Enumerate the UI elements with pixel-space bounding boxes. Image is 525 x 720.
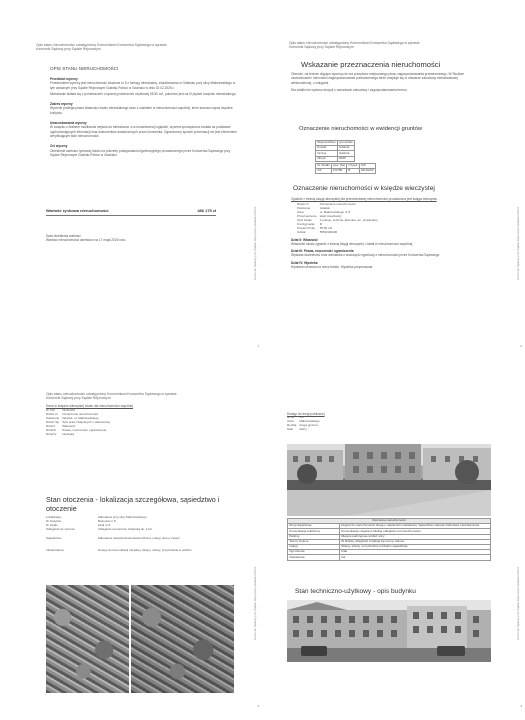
row-key: Oświetlenie xyxy=(288,555,340,560)
section-head: Zakres wyceny xyxy=(50,102,73,107)
row-key: Stan xyxy=(287,427,294,432)
cell: 3/3 xyxy=(316,169,332,174)
cell: GD1G/00 xyxy=(360,168,374,173)
kw-value: Spis praw związanych z własnością xyxy=(62,420,110,425)
cell: Województwo xyxy=(317,140,336,145)
section-text: Określenie wartości rynkowej lokalu na potrzeby postępowania egzekucyjnego prowadzonego przez Komornika Sądowego przy Sądzie Rejonowym Gdańsk-Północ w Gdańsku. xyxy=(50,148,231,157)
page-header xyxy=(46,392,177,400)
cell: pomorskie xyxy=(339,140,353,145)
page-title: Wskazanie przeznaczenia nieruchomości xyxy=(301,60,441,69)
page-1-body xyxy=(50,77,240,157)
surroundings-table xyxy=(46,516,241,552)
kw-key: Opis lokalu xyxy=(297,217,312,222)
kw-key: Przeznaczenie xyxy=(297,214,317,219)
kw-value: Oznaczenie nieruchomości xyxy=(319,202,356,207)
kw-key: Dział I-Sp xyxy=(46,420,60,425)
section-text: Hipoteka umowna na rzecz banku. Hipoteka przymusowa. xyxy=(291,265,374,270)
surroundings-title: Stan otoczenia - lokalizacja szczegółowa, sąsiedztwo i otoczenie xyxy=(46,495,220,513)
cell: Gdańsk xyxy=(337,151,354,156)
cadastre-parcel-table xyxy=(315,163,376,174)
kw-key: Dział I-O xyxy=(297,202,309,207)
row-key: Rodzaj xyxy=(287,423,297,428)
zoning-para: Dla działki nie wydano decyzji o warunkach zabudowy i zagospodarowania terenu. xyxy=(291,87,408,92)
cell: Obręb xyxy=(316,156,338,161)
kw-key: Dział II xyxy=(46,423,56,428)
kw-value: Własność xyxy=(62,423,76,428)
kw-value: Prawa, roszczenia i ograniczenia xyxy=(62,427,107,432)
kw-key: Powierzchnia xyxy=(297,225,315,230)
kw-common-table xyxy=(46,409,113,436)
page-header xyxy=(289,41,420,49)
valuation-date-head: Data określenia wartości xyxy=(46,234,81,238)
page-number: 1 xyxy=(257,344,259,348)
kw-key: Położenie xyxy=(46,416,60,421)
side-note: Komornik Sądowy przy Sądzie Rejonowym Gdańsk-Północ xyxy=(516,566,520,640)
valuation-date-text: Wartość nieruchomości określono na 17 maja 2025 roku xyxy=(46,238,126,243)
row-key: Nr dz. xyxy=(287,415,296,420)
kw-key: Dział IV xyxy=(46,431,57,436)
row-value: Odległość od centrum Gdańska ok. 4 km xyxy=(98,526,153,531)
row-key: Parking xyxy=(288,534,340,539)
kw-value: Gdańsk xyxy=(319,206,331,211)
side-note: Komornik Sądowy przy Sądzie Rejonowym Gdańsk-Północ xyxy=(516,206,520,280)
building-photo-drawing xyxy=(287,600,491,662)
kw-key: Dział III xyxy=(46,427,57,432)
kw-value: 3 pokoje, kuchnia, łazienka, wc, przedpokój xyxy=(319,217,378,222)
section-text: Wpisana służebność oraz wzmianka o wszczęciu egzekucji z nieruchomości przez Komornika Sądowego. xyxy=(291,253,441,258)
section-head: Dział III: Prawa, roszczenia i ograniczenia xyxy=(291,249,354,254)
row-value: Dostęp do komunikacji miejskiej, sklepy, szkoły, przychodnia w pobliżu xyxy=(98,547,192,552)
column-header: KW xyxy=(359,164,375,169)
cell: 0045 xyxy=(337,156,354,161)
cell: Gmina xyxy=(316,151,338,156)
section-text: Właściciel lokalu zgodnie z treścią księgi wieczystej. Udział w nieruchomości wspólnej. xyxy=(291,241,414,246)
market-value: 486 175 zł xyxy=(197,208,216,213)
page-3 xyxy=(0,360,262,720)
page-1 xyxy=(0,0,262,360)
cell: 0,0789 xyxy=(331,169,346,174)
cell: Gdańsk xyxy=(337,146,354,151)
table-title: Otoczenie nieruchomości xyxy=(288,519,491,524)
market-value-row xyxy=(46,208,216,213)
row-value: droga gminna xyxy=(299,423,318,428)
street-photo-drawing xyxy=(287,444,491,516)
row-key: Drogi dojazdowe xyxy=(288,524,340,529)
page-number: 4 xyxy=(520,704,522,708)
kw-value: Oznaczenie nieruchomości xyxy=(62,412,99,417)
kw-intro: Zgodnie z treścią księgi wieczystej dla przedmiotowej nieruchomości prowadzona jest księga wieczysta xyxy=(291,197,437,201)
cell: B xyxy=(347,169,360,174)
kw-value: 55,50 m2 xyxy=(319,225,333,230)
row-value: Komunikacja miejska w bliskiej odległości od nieruchomości. xyxy=(340,529,491,534)
section-head: Dział IV: Hipoteka xyxy=(291,260,318,265)
header-line-2: Komornik Sądowy przy Sądzie Rejonowym xyxy=(46,396,111,401)
kw-value: lokal mieszkalny xyxy=(319,214,342,219)
row-value: Budynek nr 8 xyxy=(98,518,116,523)
row-key: Nr lokalu xyxy=(46,522,58,527)
row-key: Nr budynku xyxy=(46,518,62,523)
side-note: Komornik Sądowy przy Sądzie Rejonowym Gdańsk-Północ xyxy=(253,566,257,640)
kw-key: Położenie xyxy=(297,206,311,211)
header-line-2: Komornik Sądowy przy Sądzie Rejonowym xyxy=(36,47,101,52)
kw-key: Kondygnacja xyxy=(297,221,315,226)
row-value: Małczewskiego xyxy=(299,419,320,424)
zoning-text xyxy=(291,72,473,92)
column-header: pow. [ha] xyxy=(332,163,345,168)
column-header: Użytek xyxy=(348,163,358,168)
section-head: Cel wyceny xyxy=(50,144,68,149)
road-access-head: Dostęp do drogi publicznej xyxy=(287,412,325,416)
land-register-title: Oznaczenie nieruchomości w księdze wieczystej xyxy=(293,185,435,192)
page-2 xyxy=(263,0,525,360)
page-number: 3 xyxy=(257,704,259,708)
cell: Powiat xyxy=(316,146,338,151)
cadastre-info-table xyxy=(315,140,355,162)
road-access-section xyxy=(287,412,467,432)
kw-value: GD1G/00 xyxy=(62,408,75,413)
kw-value: III xyxy=(319,221,323,226)
kw-common-section xyxy=(46,404,236,437)
section-text: Mieszkanie składa się z pomieszczeń o łącznej powierzchni użytkowej 55,50 m2, położone jest na III piętrze budynku mieszkalnego. xyxy=(50,91,237,96)
section-head: Uwarunkowania wyceny xyxy=(50,121,87,126)
valuation-date xyxy=(46,234,125,243)
market-value-label: Wartość rynkowa nieruchomości xyxy=(46,208,109,213)
building-title: Stan techniczno-użytkowy - opis budynku xyxy=(295,588,416,595)
kw-value: Gdańsk, ul. Małczewskiego xyxy=(62,416,99,421)
page-header xyxy=(36,43,167,51)
row-key: Usługi xyxy=(288,544,340,549)
kw-common-head: Dane w księdze wieczystej lokalu dla nieruchomości wspólnej xyxy=(46,404,133,408)
row-value: lokal nr 8 xyxy=(98,522,111,527)
divider xyxy=(46,215,216,216)
row-value: brak xyxy=(340,550,491,555)
header-line-1: Opis stanu nieruchomości udostępniony Komornikowi Komornika Sądowego w sprawie xyxy=(46,392,177,396)
kw-table xyxy=(297,203,380,234)
section-text: W związku z brakiem możliwości wejścia do mieszkania, a w konsekwencji oględzin, wycena sporządzona została na podstawie ogólnodostępnych informacji oraz dokumentów dostarczonych przez komornika. Ograniczony sposób prezentacji nie jest elementem weryfikującym stan nieruchomości. xyxy=(50,125,237,138)
aerial-photo xyxy=(46,585,129,693)
column-header: Nr działki xyxy=(317,163,330,168)
page-4 xyxy=(263,360,525,720)
row-key: Komunikacja publiczna xyxy=(288,529,340,534)
building-photo xyxy=(287,600,491,662)
kw-value: ul. Małczewskiego nr 8 xyxy=(319,210,351,215)
section-head: Przedmiot wyceny xyxy=(50,77,78,81)
row-key: Infrastruktura xyxy=(46,547,64,552)
zoning-para: Obecnie, na terenie objętym wyceną nie ma przepisów miejscowego planu zagospodarowania przestrzennego. W Studium uwarunkowań i kierunków zagospodarowania przestrzennego teren znajduje się w obszarze zabudowy mieszkaniowej wielorodzinnej, z usługami. xyxy=(291,72,465,85)
header-line-2: Komornik Sądowy przy Sądzie Rejonowym xyxy=(289,45,354,50)
road-access-table xyxy=(287,416,323,432)
row-key: Odległość do centrum xyxy=(46,526,76,531)
header-line-1: Opis stanu nieruchomości udostępniony Komornikowi Komornika Sądowego w sprawie xyxy=(36,43,167,47)
row-value: Sklepy, szkoły i przychodnie w bliskim sąsiedztwie. xyxy=(340,544,491,549)
page-title: OPIS STANU NIERUCHOMOŚCI xyxy=(50,66,119,71)
kw-key: Udział xyxy=(297,229,306,234)
kw-key: Ulica xyxy=(297,210,304,215)
side-note: Komornik Sądowy przy Sądzie Rejonowym Gdańsk-Północ xyxy=(253,206,257,280)
aerial-photo xyxy=(131,585,234,693)
row-value: 3/3 xyxy=(299,415,304,420)
land-register-body xyxy=(291,197,473,269)
row-value: dobry xyxy=(299,427,307,432)
kw-key: Nr KW xyxy=(46,408,55,413)
row-value: W bliskiej odległości znajdują się tereny zielone. xyxy=(340,539,491,544)
section-head: Dział II: Własność xyxy=(291,237,318,242)
kw-value: Hipoteka xyxy=(62,431,75,436)
surroundings-grid xyxy=(287,518,491,561)
row-key: Ogrodzenie xyxy=(288,550,340,555)
header-line-1: Opis stanu nieruchomości udostępniony Komornikowi Komornika Sądowego w sprawie xyxy=(289,41,420,45)
section-text: Przedmiotem wyceny jest nieruchomość lokalowa nr 8 z funkcją mieszkalną, zlokalizowana w Gdańsku przy ulicy Małczewskiego w tym wpisanym przy Sądzie Rejonowym Gdańsk-Północ w Gdańsku w dniu 02.02.2025.r. xyxy=(50,81,236,90)
street-photo xyxy=(287,444,491,516)
cadastre-title: Oznaczenie nieruchomości w ewidencji gruntów xyxy=(299,126,423,132)
row-key: Sąsiedztwo xyxy=(46,535,62,540)
row-value: Dojazd do nieruchomości drogą o nawierzchni asfaltowej. Sąsiedztwo stanowi zabudowa mieszkaniowa. xyxy=(340,524,491,529)
row-value: tak xyxy=(340,555,491,560)
section-text: Wycenie podlega prawo własności lokalu mieszkalnego wraz z udziałem w nieruchomości wspólnej, które stanowi części wspólne budynku. xyxy=(50,106,233,115)
row-key: Lokalizacja xyxy=(46,515,61,519)
kw-value: 5550/100000 xyxy=(319,229,338,234)
row-key: Ulica xyxy=(287,419,294,424)
row-value: Miejsca parkingowe wzdłuż ulicy. xyxy=(340,534,491,539)
row-value: Zabudowa mieszkaniowa wielorodzinna, usługi, tereny zieleni xyxy=(98,535,180,540)
row-value: Zabudowa przy ulicy Małczewskiego xyxy=(98,515,147,519)
row-key: Tereny zielone xyxy=(288,539,340,544)
kw-key: Dział I-O xyxy=(46,412,58,417)
page-number: 2 xyxy=(520,344,522,348)
